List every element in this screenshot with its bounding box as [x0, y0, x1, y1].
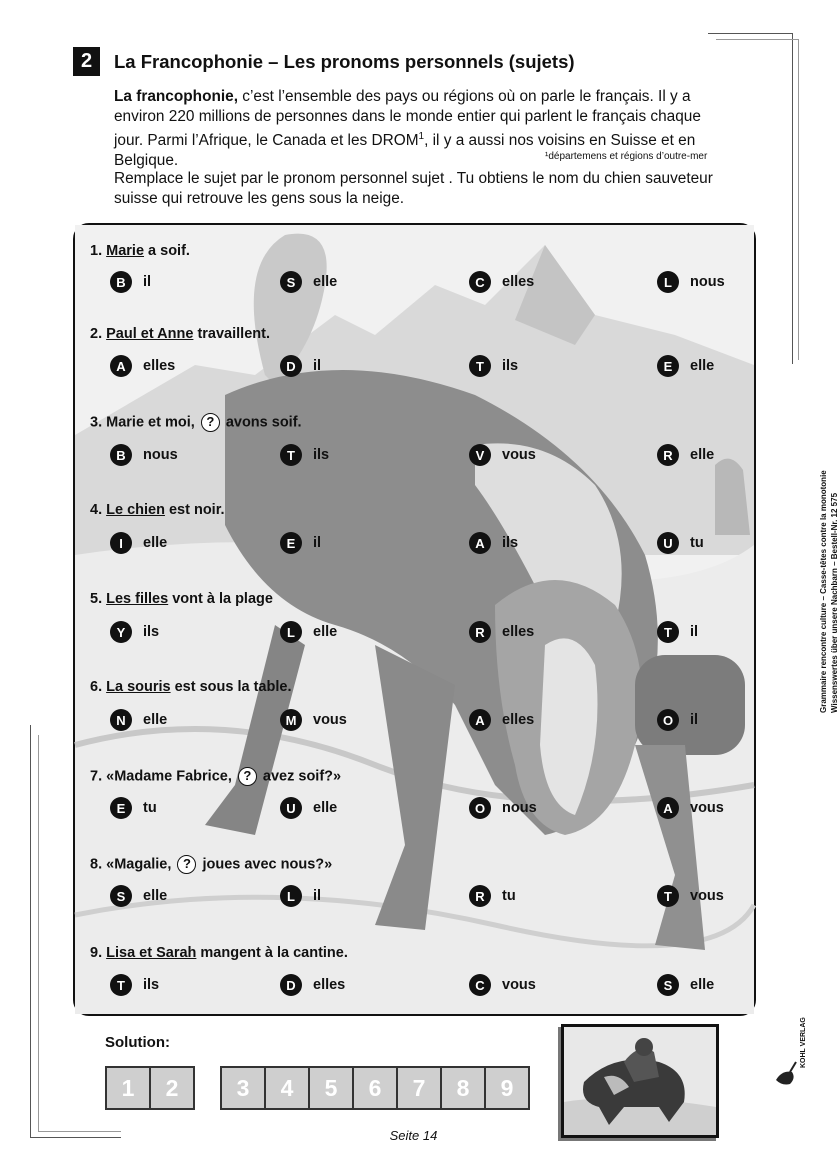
option-letter: T [110, 974, 132, 996]
question-mark-icon: ? [238, 767, 257, 786]
subject-underlined: La souris [106, 679, 171, 695]
dog-illustration [75, 225, 754, 1014]
solution-boxes-group-1 [105, 1066, 195, 1110]
option-letter: T [657, 885, 679, 907]
option-letter: U [280, 797, 302, 819]
publisher-name: KOHL VERLAG [800, 1017, 807, 1068]
option[interactable]: T il [657, 621, 698, 643]
exercise-number: 2 [73, 47, 100, 76]
option[interactable]: S elle [280, 271, 337, 293]
solution-box[interactable]: 3 [222, 1068, 266, 1108]
subject-underlined: Paul et Anne [106, 326, 194, 342]
option-letter: B [110, 271, 132, 293]
option[interactable]: A elles [469, 709, 534, 731]
option[interactable]: R elles [469, 621, 534, 643]
option-letter: U [657, 532, 679, 554]
option[interactable]: A elles [110, 355, 175, 377]
question-6: 6. La souris est sous la table. [90, 679, 292, 695]
option[interactable]: O il [657, 709, 698, 731]
option-letter: D [280, 355, 302, 377]
option-letter: T [657, 621, 679, 643]
option[interactable]: U elle [280, 797, 337, 819]
option[interactable]: L il [280, 885, 321, 907]
question-8: 8. «Magalie, ? joues avec nous?» [90, 856, 333, 873]
solution-box[interactable]: 6 [354, 1068, 398, 1108]
option[interactable]: L elle [280, 621, 337, 643]
option-letter: R [469, 621, 491, 643]
option[interactable]: R tu [469, 885, 516, 907]
option[interactable]: T ils [110, 974, 159, 996]
instruction: Remplace le sujet par le pronom personnel sujet . Tu obtiens le nom du chien sauveteur suisse qui retrouve les gens sous la neige. [114, 170, 713, 207]
option[interactable]: A ils [469, 532, 518, 554]
question-5: 5. Les filles vont à la plage [90, 591, 273, 607]
option[interactable]: B il [110, 271, 151, 293]
option[interactable]: T vous [657, 885, 724, 907]
option-letter: C [469, 271, 491, 293]
question-2: 2. Paul et Anne travaillent. [90, 326, 270, 342]
page-number: Seite 14 [389, 1128, 438, 1143]
option[interactable]: R elle [657, 444, 714, 466]
option[interactable]: A vous [657, 797, 724, 819]
option-letter: A [469, 532, 491, 554]
solution-box[interactable]: 9 [486, 1068, 528, 1108]
subject-underlined: Les filles [106, 591, 169, 607]
option[interactable]: S elle [657, 974, 714, 996]
option-letter: D [280, 974, 302, 996]
option-letter: A [657, 797, 679, 819]
option-letter: L [280, 885, 302, 907]
exercise-title: La Francophonie – Les pronoms personnels (sujets) [114, 51, 575, 72]
option-letter: E [110, 797, 132, 819]
option[interactable]: M vous [280, 709, 347, 731]
solution-box[interactable]: 8 [442, 1068, 486, 1108]
option[interactable]: E il [280, 532, 321, 554]
subject-underlined: Le chien [106, 502, 165, 518]
option[interactable]: E tu [110, 797, 157, 819]
footnote: ¹départemens et régions d’outre-mer [545, 151, 708, 162]
option-letter: E [657, 355, 679, 377]
solution-box[interactable]: 1 [107, 1068, 151, 1108]
solution-boxes-group-2 [220, 1066, 530, 1110]
option[interactable]: Y ils [110, 621, 159, 643]
option-letter: Y [110, 621, 132, 643]
option-letter: T [280, 444, 302, 466]
option-letter: L [280, 621, 302, 643]
question-9: 9. Lisa et Sarah mangent à la cantine. [90, 945, 348, 961]
option-letter: V [469, 444, 491, 466]
option[interactable]: C vous [469, 974, 536, 996]
option-letter: R [469, 885, 491, 907]
subject-underlined: Marie [106, 243, 145, 259]
rescue-dog-image [561, 1024, 719, 1138]
solution-box[interactable]: 4 [266, 1068, 310, 1108]
option[interactable]: N elle [110, 709, 167, 731]
option-letter: B [110, 444, 132, 466]
side-publication-info: Grammaire rencontre culture – Casse-têtes contre la monotonie Wissenswertes über unsere Nachbarn – Bestell-Nr. 12 575 [819, 470, 839, 713]
exercise-card [73, 223, 756, 1016]
option-letter: T [469, 355, 491, 377]
publisher-logo-icon [772, 1022, 802, 1088]
intro-bold: La francophonie, [114, 88, 238, 105]
option[interactable]: I elle [110, 532, 167, 554]
option-letter: S [110, 885, 132, 907]
option-letter: L [657, 271, 679, 293]
question-mark-icon: ? [201, 413, 220, 432]
option-letter: S [280, 271, 302, 293]
option[interactable]: C elles [469, 271, 534, 293]
option-letter: I [110, 532, 132, 554]
intro-text: c’est l’ensemble des pays ou régions où on parle le français. Il y a environ 220 millions de personnes dans le monde entier qui parlent le français chaque jour. Parmi l’Afrique, le Canada et les DROM [114, 88, 701, 150]
question-3: 3. Marie et moi, ? avons soif. [90, 414, 302, 431]
option-letter: N [110, 709, 132, 731]
option[interactable]: D il [280, 355, 321, 377]
option[interactable]: S elle [110, 885, 167, 907]
option-letter: O [657, 709, 679, 731]
subject-underlined: Lisa et Sarah [106, 945, 197, 961]
footnote-marker: 1 [418, 131, 425, 142]
option[interactable]: B nous [110, 444, 178, 466]
option-letter: M [280, 709, 302, 731]
option-letter: R [657, 444, 679, 466]
option[interactable]: L nous [657, 271, 725, 293]
solution-box[interactable]: 7 [398, 1068, 442, 1108]
option[interactable]: E elle [657, 355, 714, 377]
solution-box[interactable]: 2 [151, 1068, 193, 1108]
option-letter: A [469, 709, 491, 731]
option-letter: E [280, 532, 302, 554]
solution-box[interactable]: 5 [310, 1068, 354, 1108]
question-1: 1. Marie a soif. [90, 243, 190, 259]
option[interactable]: O nous [469, 797, 537, 819]
option-letter: S [657, 974, 679, 996]
question-mark-icon: ? [177, 855, 196, 874]
option[interactable]: D elles [280, 974, 345, 996]
option[interactable]: U tu [657, 532, 704, 554]
option-letter: C [469, 974, 491, 996]
intro-end: , il y a aussi nos voisins en Suisse et en Belgique. [114, 132, 696, 170]
option-letter: O [469, 797, 491, 819]
option[interactable]: T ils [469, 355, 518, 377]
solution-label: Solution: [105, 1034, 170, 1051]
option[interactable]: V vous [469, 444, 536, 466]
question-7: 7. «Madame Fabrice, ? avez soif?» [90, 768, 342, 785]
option[interactable]: T ils [280, 444, 329, 466]
option-letter: A [110, 355, 132, 377]
question-4: 4. Le chien est noir. [90, 502, 225, 518]
